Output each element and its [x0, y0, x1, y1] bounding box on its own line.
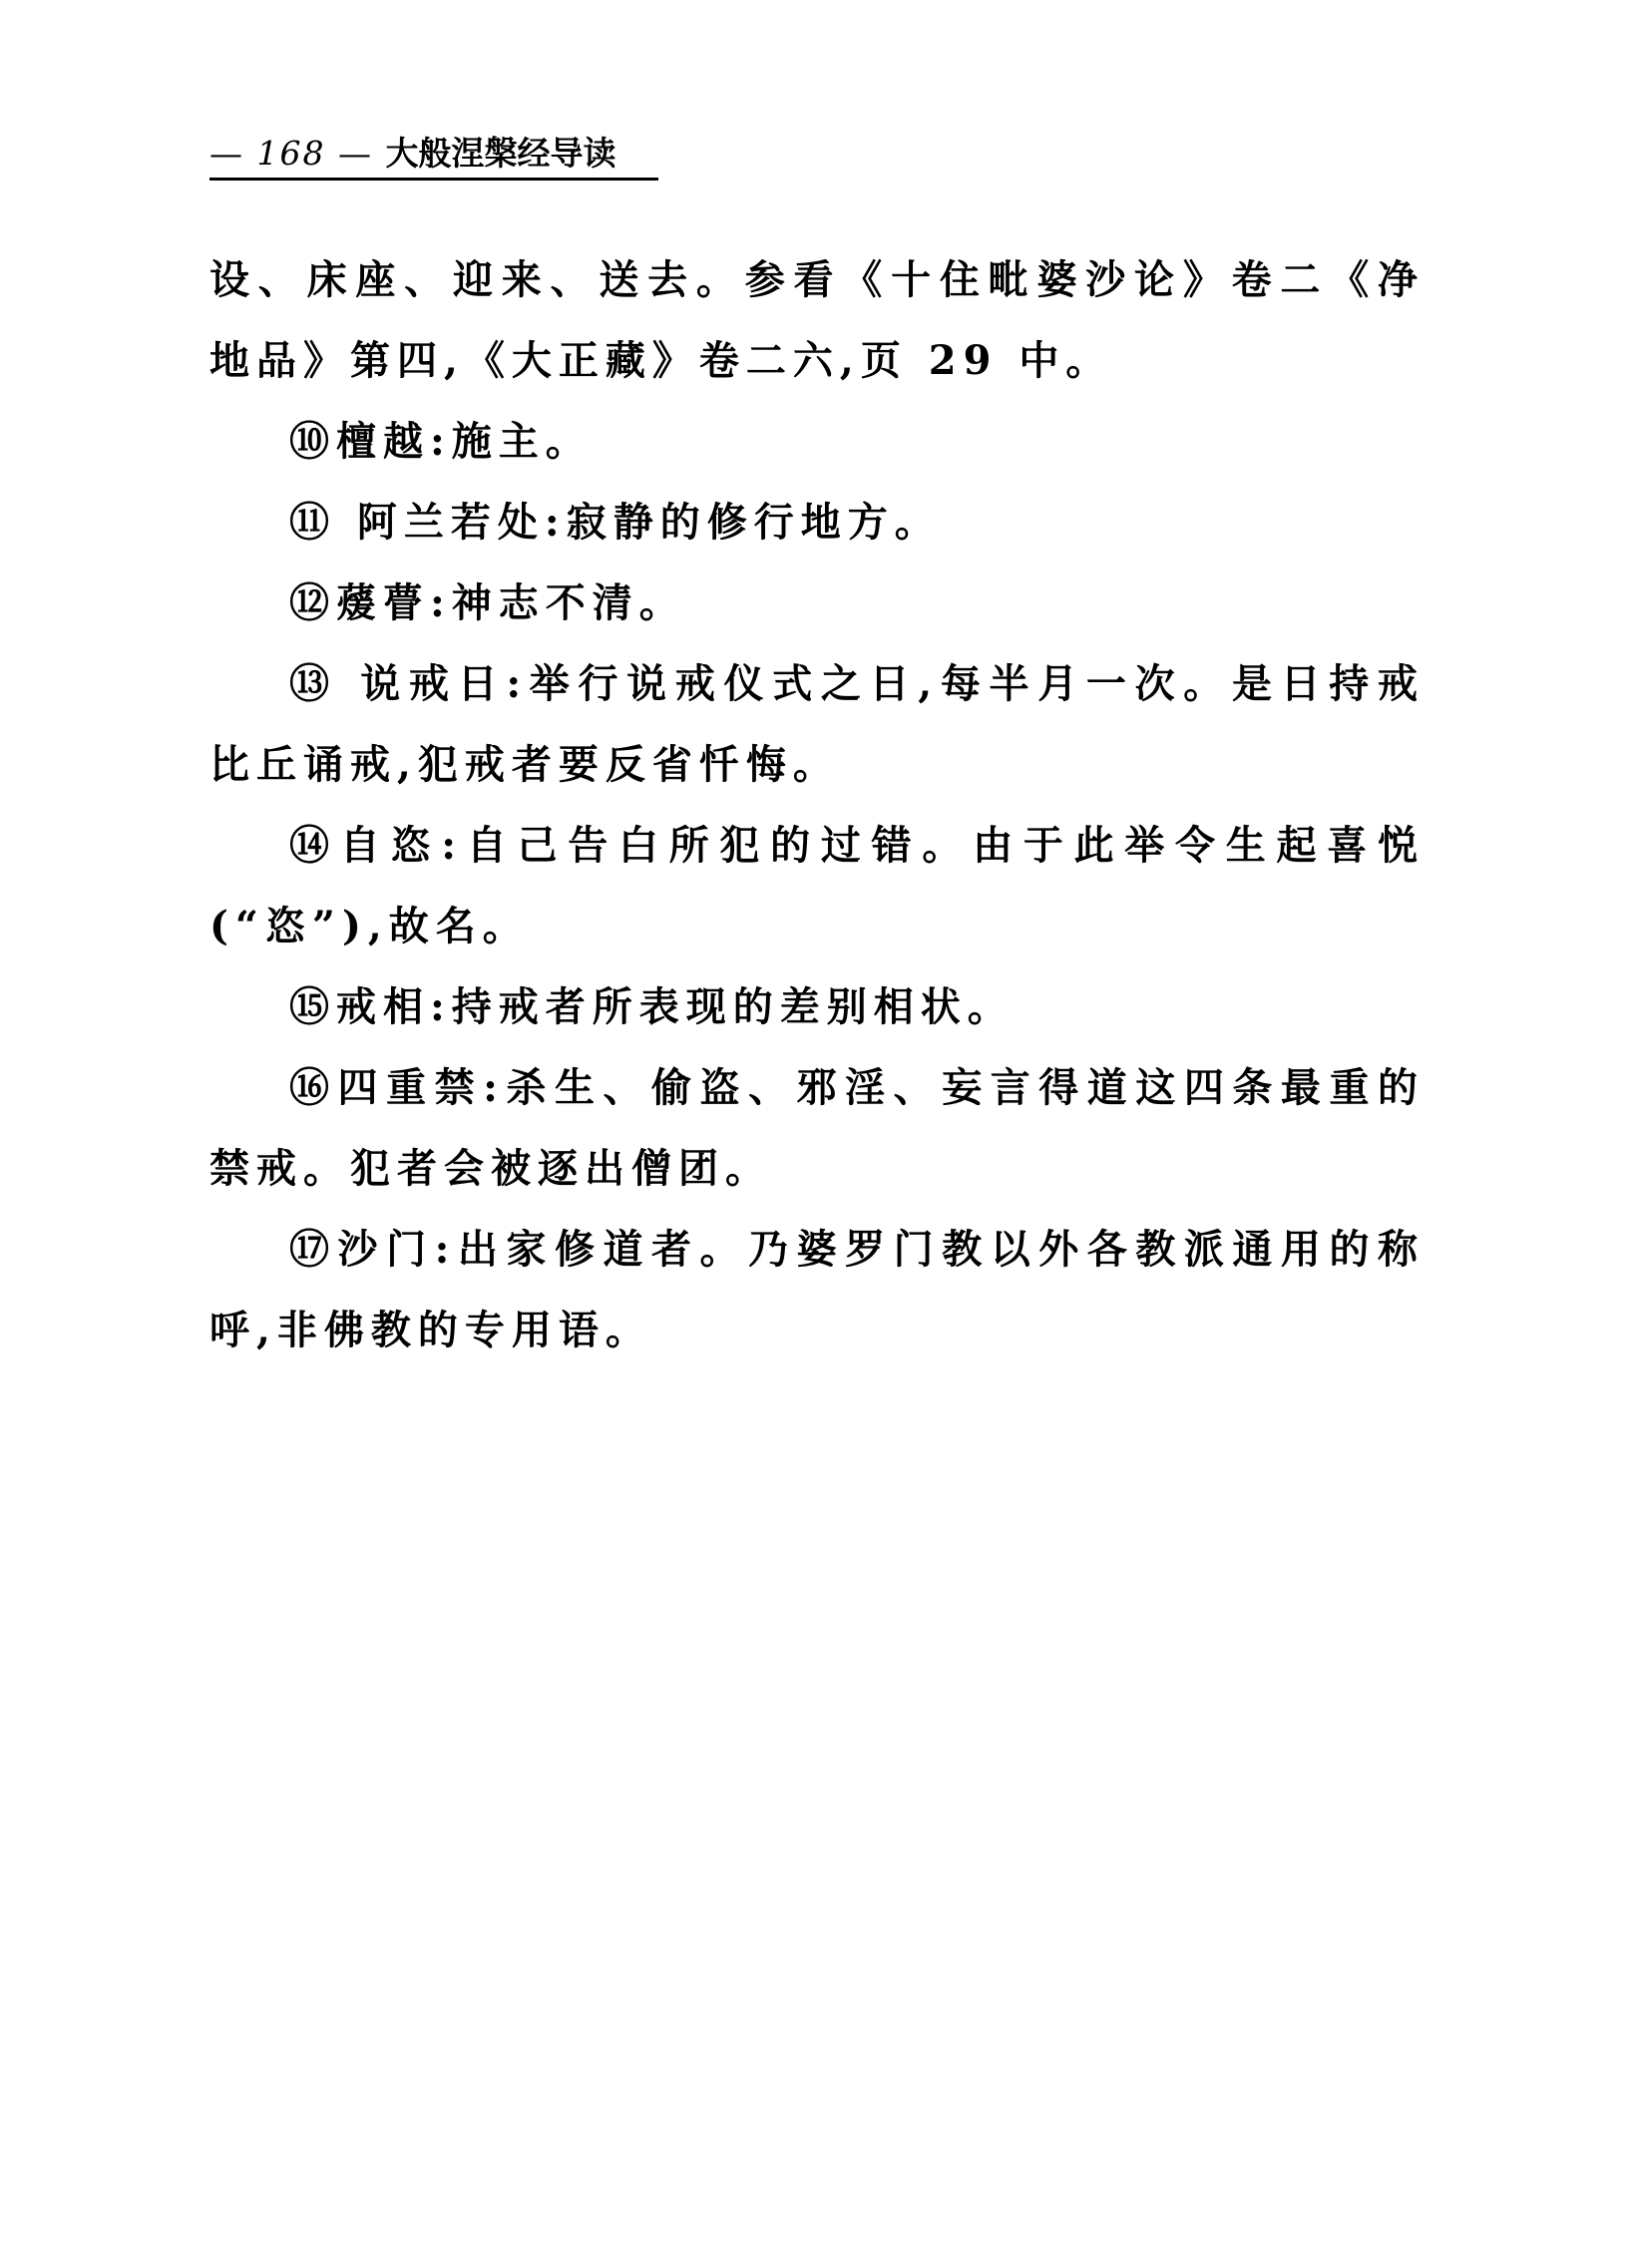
- running-header: [209, 130, 658, 181]
- continuation-paragraph: 设、床座、迎来、送去。参看《十住毗婆沙论》卷二《净地品》第四,《大正藏》卷二六,页 29 中。: [209, 256, 1424, 384]
- page-number: — 168 —: [209, 134, 373, 173]
- book-title: 大般涅槃经导读: [385, 134, 616, 173]
- note-11: ⑪ 阿兰若处:寂静的修行地方。: [289, 499, 942, 546]
- note-13: ⑬ 说戒日:举行说戒仪式之日,每半月一次。是日持戒比丘诵戒,犯戒者要反省忏悔。: [209, 660, 1424, 788]
- note-16: ⑯四重禁:杀生、偷盗、邪淫、妄言得道这四条最重的禁戒。犯者会被逐出僧团。: [209, 1064, 1424, 1192]
- note-15: ⑮戒相:持戒者所表现的差别相状。: [289, 983, 1015, 1030]
- note-10: ⑩檀越:施主。: [289, 418, 593, 465]
- note-12: ⑫蕿瞢:神志不清。: [289, 579, 686, 626]
- note-17: ⑰沙门:出家修道者。乃婆罗门教以外各教派通用的称呼,非佛教的专用语。: [209, 1226, 1424, 1353]
- note-14: ⑭自恣:自己告白所犯的过错。由于此举令生起喜悦(“恣”),故名。: [209, 822, 1424, 949]
- body-text: [209, 239, 1424, 1370]
